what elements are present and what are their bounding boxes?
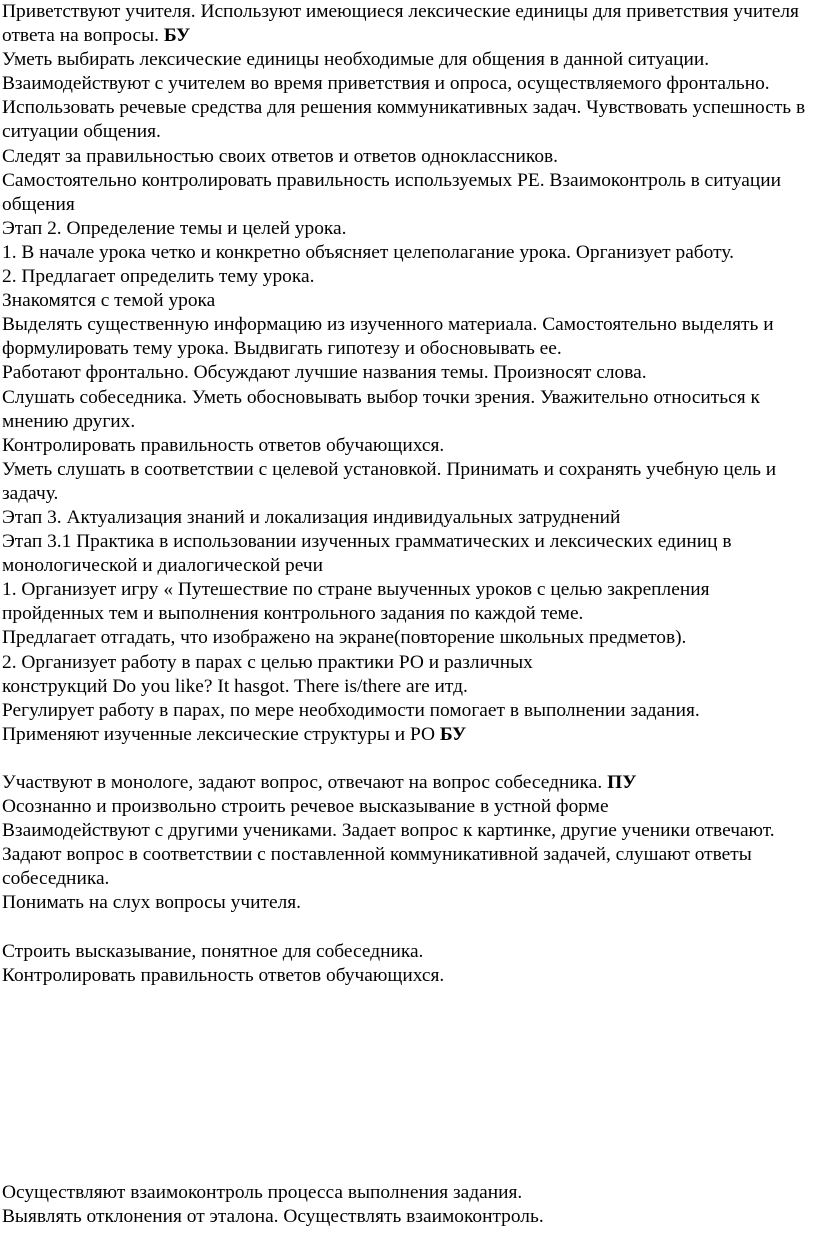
paragraph (2, 313, 814, 361)
paragraph (2, 795, 814, 819)
paragraph (2, 699, 814, 723)
paragraph-text: Осуществляют взаимоконтроль процесса выполнения задания. (2, 1182, 523, 1203)
paragraph (2, 843, 814, 891)
paragraph (2, 289, 814, 313)
paragraph-text: Задают вопрос в соответствии с поставленной коммуникативной задачей, слушают ответы собеседника. (2, 844, 752, 890)
paragraph-text: 1. В начале урока четко и конкретно объясняет целеполагание урока. Организует работу. (2, 241, 734, 263)
document-bottom-block (2, 1181, 814, 1229)
paragraph-text: Приветствуют учителя. Используют имеющиеся лексические единицы для приветствия учителя ответа на вопросы. (2, 1, 799, 47)
paragraph-text: Контролировать правильность ответов обучающихся. (2, 964, 445, 986)
paragraph-text: Самостоятельно контролировать правильность используемых РЕ. Взаимоконтроль в ситуации общения (2, 169, 782, 215)
paragraph (2, 217, 814, 241)
paragraph-text: 2. Предлагает определить тему урока. (2, 266, 315, 288)
paragraph (2, 458, 814, 506)
paragraph (2, 940, 814, 964)
paragraph (2, 675, 814, 699)
paragraph-text: Этап 2. Определение темы и целей урока. (2, 217, 347, 239)
paragraph (2, 241, 814, 265)
paragraph (2, 72, 814, 96)
paragraph-text: 1. Организует игру « Путешествие по стране выученных уроков с целью закрепления пройденных тем и выполнения контрольного задания по каждой теме. (2, 579, 710, 625)
paragraph-text: Знакомятся с темой урока (2, 290, 216, 312)
paragraph (2, 0, 814, 48)
paragraph-text: Этап 3. Актуализация знаний и локализация индивидуальных затруднений (2, 506, 621, 528)
paragraph (2, 1181, 814, 1205)
blank-line (2, 747, 814, 771)
paragraph (2, 819, 814, 843)
paragraph-text: Работают фронтально. Обсуждают лучшие названия темы. Произносят слова. (2, 362, 647, 384)
paragraph-text: Участвуют в монологе, задают вопрос, отвечают на вопрос собеседника. (2, 772, 603, 793)
paragraph (2, 530, 814, 578)
paragraph (2, 48, 814, 72)
paragraph (2, 651, 814, 675)
paragraph-text: Взаимодействуют с другими учениками. Задает вопрос к картинке, другие ученики отвечают. (2, 820, 775, 842)
competency-tag: ПУ (607, 772, 637, 793)
paragraph (2, 506, 814, 530)
paragraph (2, 771, 814, 795)
paragraph-text: Строить высказывание, понятное для собеседника. (2, 940, 424, 962)
paragraph-text: конструкций Do you like? It hasgot. There is/there are итд. (2, 675, 468, 697)
paragraph-text: Использовать речевые средства для решения коммуникативных задач. Чувствовать успешность в ситуации общения. (2, 97, 806, 143)
paragraph (2, 361, 814, 385)
paragraph-text: Осознанно и произвольно строить речевое высказывание в устной форме (2, 796, 609, 818)
paragraph (2, 145, 814, 169)
paragraph (2, 964, 814, 988)
paragraph (2, 169, 814, 217)
paragraph (2, 723, 814, 747)
paragraph-text: Следят за правильностью своих ответов и ответов одноклассников. (2, 145, 559, 167)
paragraph-text: Выявлять отклонения от эталона. Осуществлять взаимоконтроль. (2, 1206, 544, 1228)
paragraph-text: Уметь слушать в соответствии с целевой установкой. Принимать и сохранять учебную цель и задачу. (2, 458, 777, 504)
paragraph-text: Уметь выбирать лексические единицы необходимые для общения в данной ситуации. (2, 49, 710, 71)
paragraph (2, 1205, 814, 1229)
paragraph (2, 434, 814, 458)
paragraph-text: Регулирует работу в парах, по мере необходимости помогает в выполнении задания. (2, 699, 700, 721)
paragraph (2, 891, 814, 915)
paragraph (2, 96, 814, 144)
paragraph-text: Взаимодействуют с учителем во время приветствия и опроса, осуществляемого фронтально. (2, 73, 770, 95)
paragraph (2, 578, 814, 626)
paragraph-text: Этап 3.1 Практика в использовании изученных грамматических и лексических единиц в монологической и диалогической речи (2, 531, 732, 577)
paragraph-text: Применяют изученные лексические структуры и РО (2, 723, 435, 745)
paragraph (2, 386, 814, 434)
paragraph-text: 2. Организует работу в парах с целью практики РО и различных (2, 651, 533, 673)
paragraph (2, 626, 814, 650)
paragraph-text: Слушать собеседника. Уметь обосновывать выбор точки зрения. Уважительно относиться к мнению других. (2, 386, 760, 432)
competency-tag: БУ (439, 723, 467, 745)
blank-line (2, 916, 814, 940)
paragraph (2, 265, 814, 289)
paragraph-text: Контролировать правильность ответов обучающихся. (2, 434, 445, 456)
document-body (2, 0, 814, 988)
paragraph-text: Предлагает отгадать, что изображено на экране(повторение школьных предметов). (2, 627, 687, 649)
paragraph-text: Понимать на слух вопросы учителя. (2, 892, 302, 914)
competency-tag: БУ (163, 25, 191, 47)
paragraph-text: Выделять существенную информацию из изученного материала. Самостоятельно выделять и формулировать тему урока. Выдвигать гипотезу и обосновывать ее. (2, 314, 774, 360)
